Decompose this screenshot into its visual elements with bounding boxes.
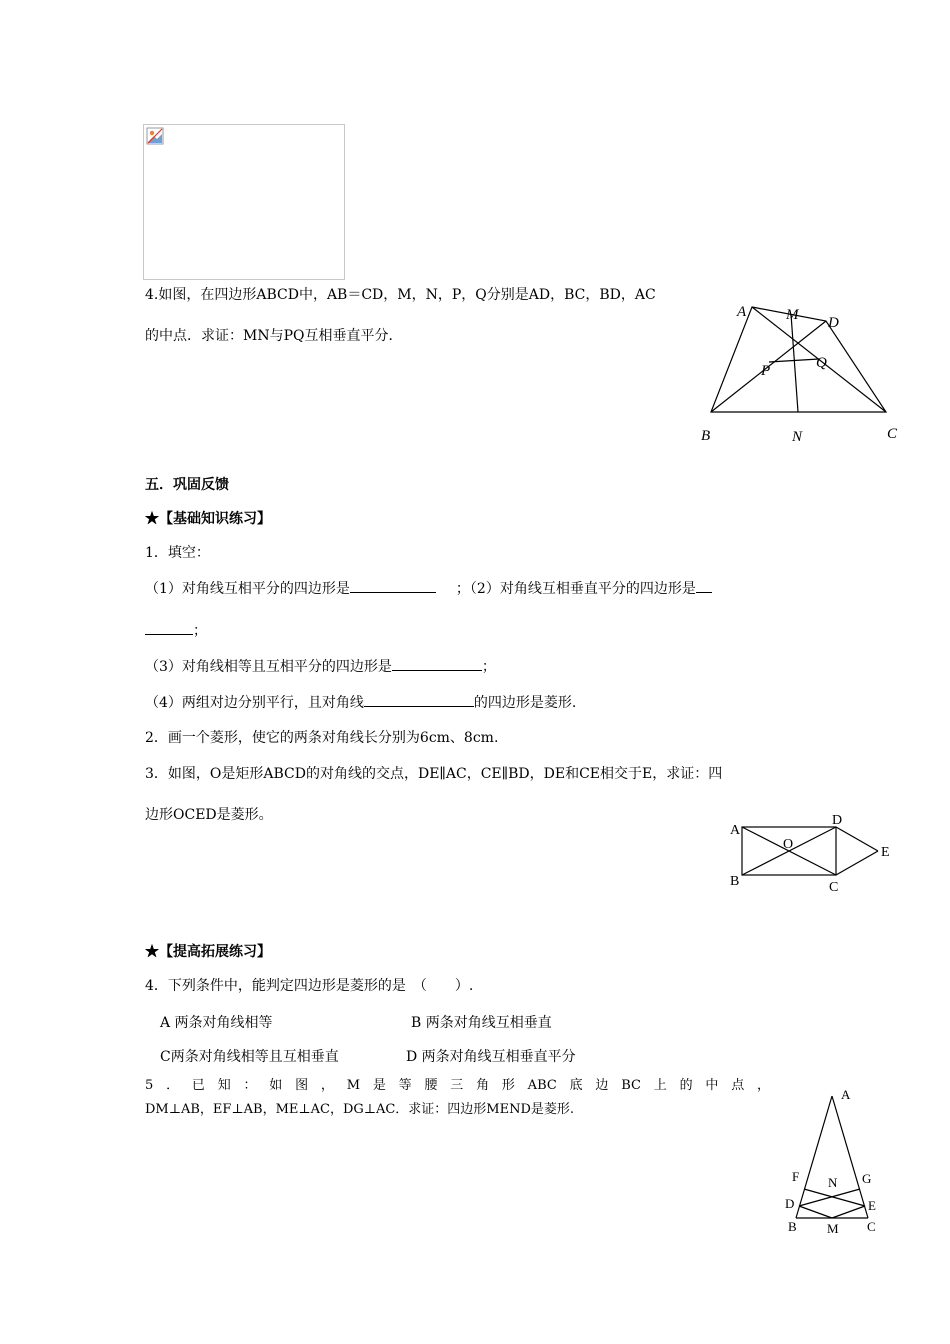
label-m: M bbox=[786, 307, 799, 323]
quadrilateral-figure bbox=[690, 295, 920, 450]
tri-label-a: A bbox=[841, 1087, 851, 1102]
q4: 4．下列条件中，能判定四边形是菱形的是 （ ）. bbox=[145, 978, 474, 994]
tri-label-d: D bbox=[785, 1196, 795, 1211]
label-q: Q bbox=[816, 355, 827, 371]
q5-line2: DM⊥AB，EF⊥AB，ME⊥AC，DG⊥AC．求证：四边形MEND是菱形. bbox=[145, 1102, 575, 1117]
blank-2-cont[interactable] bbox=[145, 620, 193, 635]
blank-4[interactable] bbox=[364, 692, 474, 707]
rect-label-o: O bbox=[783, 837, 794, 852]
tri-label-c: C bbox=[867, 1219, 876, 1234]
blank-2[interactable] bbox=[696, 578, 712, 593]
q1-line1 bbox=[145, 578, 712, 598]
option-c: C两条对角线相等且互相垂直 bbox=[160, 1049, 339, 1065]
blank-1[interactable] bbox=[350, 578, 436, 593]
label-c: C bbox=[887, 426, 898, 442]
q1-line1-cont bbox=[145, 620, 207, 640]
label-d: D bbox=[828, 315, 839, 331]
q1-1-text-c: ； bbox=[193, 623, 207, 639]
advanced-practice-title: ★【提高拓展练习】 bbox=[145, 944, 271, 960]
q1-head: 1．填空： bbox=[145, 545, 210, 561]
rect-label-c: C bbox=[829, 880, 839, 895]
q3-line2: 边形OCED是菱形。 bbox=[145, 807, 273, 823]
tri-label-e: E bbox=[868, 1198, 876, 1213]
label-b: B bbox=[701, 428, 711, 444]
problem4-line1: 4.如图，在四边形ABCD中，AB＝CD，M，N，P，Q分别是AD，BC，BD，AC bbox=[145, 287, 656, 303]
label-n: N bbox=[792, 429, 803, 445]
q1-4-text-a: （4）两组对边分别平行，且对角线 bbox=[145, 695, 364, 711]
image-placeholder bbox=[143, 124, 345, 280]
q1-line3 bbox=[145, 656, 496, 676]
tri-label-g: G bbox=[862, 1171, 872, 1186]
option-d: D 两条对角线互相垂直平分 bbox=[406, 1049, 576, 1065]
broken-image-icon bbox=[146, 127, 164, 145]
q1-4-text-b: 的四边形是菱形. bbox=[473, 695, 577, 711]
q1-3-text-a: （3）对角线相等且互相平分的四边形是 bbox=[145, 659, 392, 675]
rect-label-b: B bbox=[730, 874, 740, 889]
tri-label-b: B bbox=[788, 1219, 797, 1234]
q1-1-text-b: ；（2）对角线互相垂直平分的四边形是 bbox=[455, 581, 696, 597]
label-a: A bbox=[737, 304, 747, 320]
rect-label-d: D bbox=[832, 813, 843, 828]
q1-3-text-b: ； bbox=[481, 659, 496, 675]
section-title: 五．巩固反馈 bbox=[145, 477, 229, 493]
rect-label-e: E bbox=[881, 845, 890, 860]
q1-line4 bbox=[145, 692, 576, 712]
problem4-line2: 的中点．求证：MN与PQ互相垂直平分． bbox=[145, 328, 403, 344]
label-p: P bbox=[761, 363, 771, 379]
option-b: B 两条对角线互相垂直 bbox=[411, 1015, 552, 1031]
q5-line1: 5．已知：如图，M是等腰三角形ABC底边BC上的中点， bbox=[145, 1078, 770, 1093]
triangle-figure bbox=[780, 1082, 890, 1237]
blank-3[interactable] bbox=[392, 656, 482, 671]
q1-1-text-a: （1）对角线互相平分的四边形是 bbox=[145, 581, 350, 597]
option-a: A 两条对角线相等 bbox=[160, 1015, 273, 1031]
rect-label-a: A bbox=[730, 823, 741, 838]
rectangle-figure bbox=[725, 810, 900, 900]
basic-practice-title: ★【基础知识练习】 bbox=[145, 511, 271, 527]
q2: 2．画一个菱形，使它的两条对角线长分别为6cm、8cm. bbox=[145, 730, 499, 746]
tri-label-f: F bbox=[792, 1169, 800, 1184]
q3-line1: 3．如图，O是矩形ABCD的对角线的交点，DE∥AC，CE∥BD，DE和CE相交于E，求证：四 bbox=[145, 766, 723, 782]
tri-label-m: M bbox=[827, 1221, 839, 1236]
tri-label-n: N bbox=[828, 1175, 838, 1190]
